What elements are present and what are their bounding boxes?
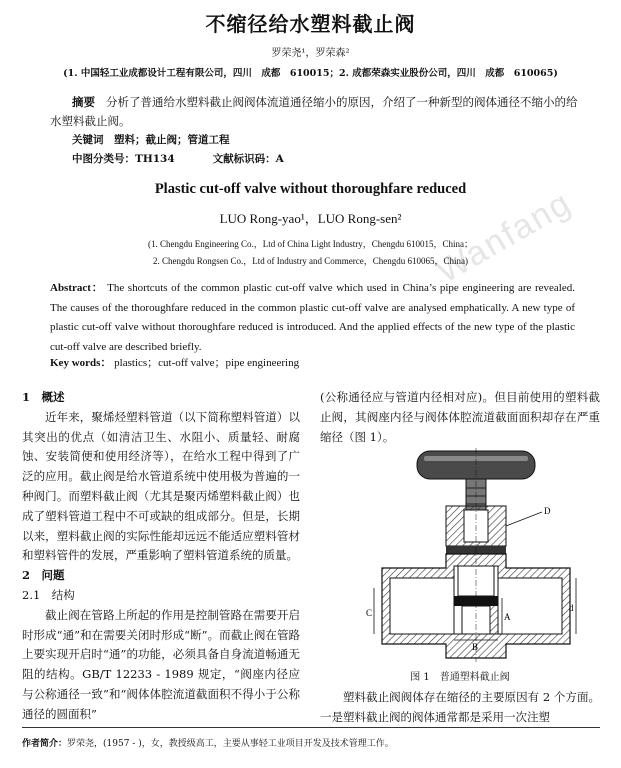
section-1-paragraph: 近年来，聚烯烃塑料管道（以下简称塑料管道）以其突出的优点（如清洁卫生、水阻小、质量轻、耐腐蚀、安装简便和使用经济等），在给水工程中得到了广泛的应用。截止阀是给水管道系统中使用极为普遍的一种阀门。而塑料截止阀（尤其是聚丙烯塑料截止阀）也成了塑料管道工程中不可或缺的组成部分。但是，长期以来，塑料截止阀的实际性能却远远不能适应塑料管材和塑料管件的发展，严重影响了塑料管道系统的质量。 (22, 409, 300, 563)
watermark: Wanfang (430, 183, 579, 291)
author-footnote (22, 736, 394, 749)
section-2-1-heading: 2.1 结构 (22, 587, 75, 602)
figure-label-b: B (472, 642, 479, 652)
footnote-text: 罗荣尧，(1957 - )，女，教授级高工，主要从事轻工业项目开发及技术管理工作。 (67, 739, 394, 749)
footnote-label: 作者简介： (22, 739, 68, 749)
keywords-cn: 关键词 塑料；截止阀；管道工程 (72, 134, 230, 146)
paper-title-en: Plastic cut-off valve without thoroughfare reduced (154, 181, 467, 197)
doc-code: 文献标识码：A (212, 153, 284, 165)
affiliation-cn: (1. 中国轻工业成都设计工程有限公司，四川 成都 610015；2. 成都荣森实业股份公司，四川 成都 610065) (63, 68, 558, 79)
clc-number: 中图分类号：TH134 (72, 153, 175, 165)
right-paragraph-2: 塑料截止阀阀体存在缩径的主要原因有 2 个方面。一是塑料截止阀的阀体通常都是采用一次注塑 (320, 690, 600, 724)
classification-cn (72, 151, 322, 166)
body-left-column (22, 388, 300, 725)
figure-label-d: d (569, 603, 574, 613)
section-2-heading: 2 问题 (22, 568, 65, 583)
authors-cn: 罗荣尧¹，罗荣森² (271, 48, 350, 59)
figure-label-c: C (366, 608, 373, 618)
right-paragraph-2-wrap (320, 688, 600, 728)
valve-cross-section-figure (362, 448, 582, 663)
abstract-cn-label: 摘要 (72, 95, 95, 109)
abstract-en (50, 279, 575, 357)
figure-label-dd: D (544, 506, 551, 516)
keywords-en-text: plastics；cut-off valve；pipe engineering (114, 357, 300, 369)
body-right-column (320, 388, 600, 447)
affiliation-en-2: 2. Chengdu Rongsen Co.，Ltd of Industry and Commerce，Chengdu 610065，China) (153, 256, 468, 266)
figure-caption: 图 1 普通塑料截止阀 (410, 672, 510, 683)
keywords-en-label: Key words： (50, 357, 112, 369)
section-1-heading: 1 概述 (22, 390, 65, 404)
abstract-en-text: The shortcuts of the common plastic cut-off valve which used in China’s pipe engineering are revealed. The causes of the thoroughfare reduced in the common plastic cut-off valve are analysed emphatically. A new type of plastic cut-off valve without thoroughfare reduced is introduced. And the applied effects of the new type of the plastic cut-off valve are described briefly. (50, 282, 575, 353)
paper-title-cn: 不缩径给水塑料截止阀 (205, 12, 416, 36)
abstract-cn-text: 分析了普通给水塑料截止阀阀体流道通径缩小的原因，介绍了一种新型的阀体通径不缩小的给水塑料截止阀。 (50, 95, 578, 128)
footnote-divider (22, 727, 600, 728)
affiliation-en-1: (1. Chengdu Engineering Co.，Ltd of China Light Industry，Chengdu 610015，China； (148, 239, 473, 249)
right-paragraph-1: (公称通径应与管道内径相对应)。但目前使用的塑料截止阀，其阀座内径与阀体体腔流道截面面积却存在严重缩径（图 1）。 (320, 390, 600, 444)
authors-en: LUO Rong-yao¹，LUO Rong-sen² (219, 211, 402, 226)
keywords-en (50, 354, 299, 370)
figure-label-a: A (504, 612, 511, 622)
abstract-cn (50, 93, 580, 131)
abstract-en-label: Abstract： (50, 282, 104, 294)
section-2-1-paragraph: 截止阀在管路上所起的作用是控制管路在需要开启时形成“通”和在需要关闭时形成“断”。而截止阀在管路上要实现开启时“通”的功能，必须具备自身流道畅通无阻的结构。GB/T 12233 - 1989 规定，“阀座内径应与公称通径一致”和“阀体体腔流道截面积不得小于公称通径的圆面积” (22, 607, 300, 721)
